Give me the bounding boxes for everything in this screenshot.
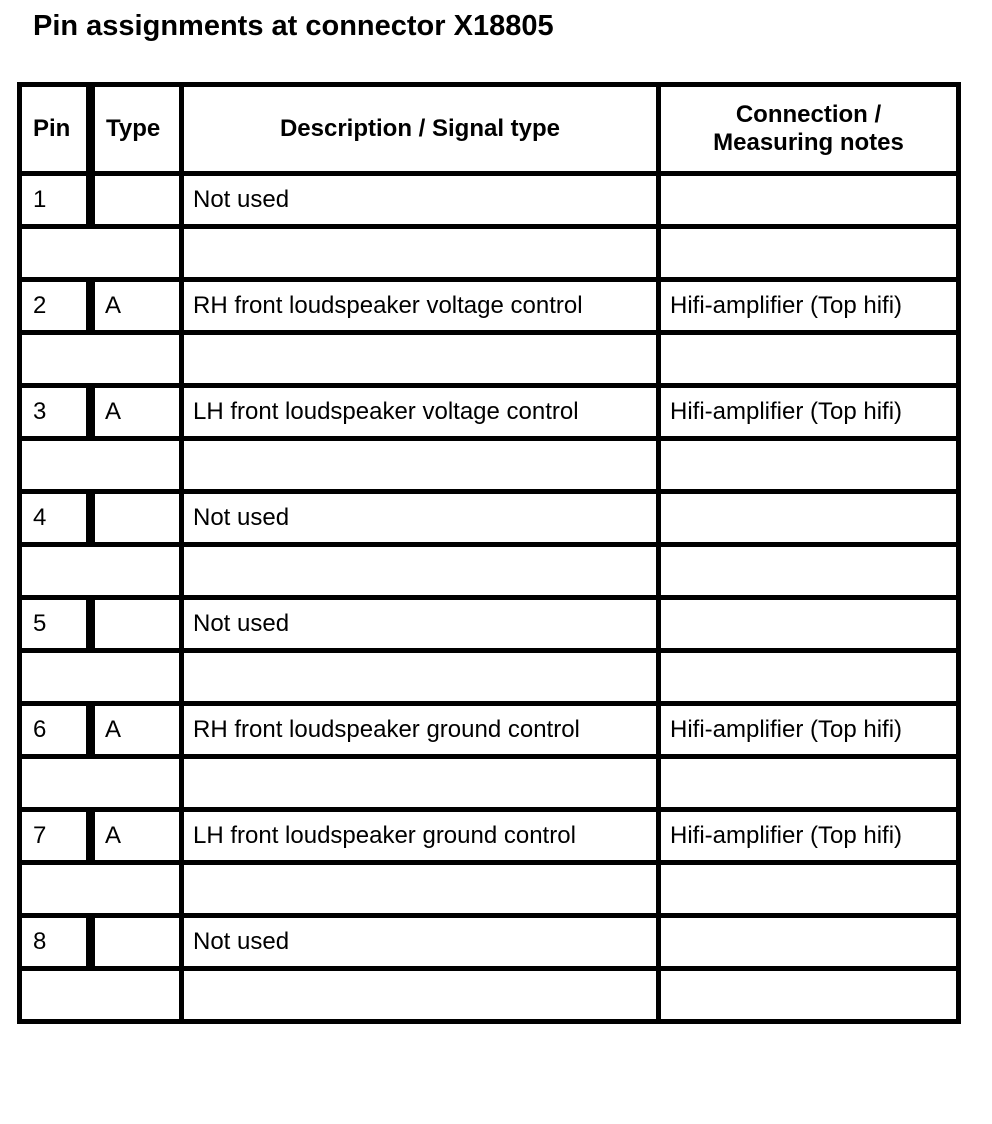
connection-cell xyxy=(659,174,959,227)
header-pin: Pin xyxy=(20,85,91,174)
connection-cell: Hifi-amplifier (Top hifi) xyxy=(659,386,959,439)
spacer-row xyxy=(20,757,959,810)
spacer-cell xyxy=(659,227,959,280)
connection-cell: Hifi-amplifier (Top hifi) xyxy=(659,280,959,333)
description-cell: Not used xyxy=(182,598,659,651)
connection-cell xyxy=(659,598,959,651)
description-cell: RH front loudspeaker voltage control xyxy=(182,280,659,333)
table-row xyxy=(20,916,959,969)
table-row xyxy=(20,598,959,651)
type-cell xyxy=(91,492,182,545)
pin-assignment-table xyxy=(17,82,961,1024)
spacer-row xyxy=(20,439,959,492)
table-row xyxy=(20,704,959,757)
spacer-row xyxy=(20,227,959,280)
header-connection-line2: Measuring notes xyxy=(713,129,904,156)
spacer-cell xyxy=(20,651,182,704)
spacer-cell xyxy=(659,969,959,1022)
description-cell: LH front loudspeaker ground control xyxy=(182,810,659,863)
spacer-row xyxy=(20,545,959,598)
table-header-row xyxy=(20,85,959,174)
pin-cell: 6 xyxy=(20,704,91,757)
page-title: Pin assignments at connector X18805 xyxy=(33,10,554,42)
spacer-cell xyxy=(659,333,959,386)
description-cell: Not used xyxy=(182,174,659,227)
table-row xyxy=(20,174,959,227)
spacer-cell xyxy=(182,863,659,916)
spacer-cell xyxy=(20,545,182,598)
header-type: Type xyxy=(91,85,182,174)
spacer-cell xyxy=(182,651,659,704)
spacer-cell xyxy=(20,227,182,280)
description-cell: RH front loudspeaker ground control xyxy=(182,704,659,757)
spacer-row xyxy=(20,651,959,704)
spacer-cell xyxy=(182,545,659,598)
connection-cell xyxy=(659,492,959,545)
connection-cell: Hifi-amplifier (Top hifi) xyxy=(659,704,959,757)
table-row xyxy=(20,810,959,863)
spacer-cell xyxy=(659,545,959,598)
spacer-row xyxy=(20,969,959,1022)
pin-cell: 7 xyxy=(20,810,91,863)
type-cell xyxy=(91,916,182,969)
description-cell: Not used xyxy=(182,492,659,545)
type-cell: A xyxy=(91,280,182,333)
spacer-cell xyxy=(659,757,959,810)
spacer-cell xyxy=(659,651,959,704)
spacer-cell xyxy=(20,333,182,386)
spacer-cell xyxy=(182,227,659,280)
spacer-cell xyxy=(20,757,182,810)
table-row xyxy=(20,492,959,545)
spacer-cell xyxy=(182,439,659,492)
table-row xyxy=(20,280,959,333)
type-cell xyxy=(91,598,182,651)
spacer-cell xyxy=(659,439,959,492)
pin-cell: 3 xyxy=(20,386,91,439)
type-cell xyxy=(91,174,182,227)
type-cell: A xyxy=(91,810,182,863)
description-cell: Not used xyxy=(182,916,659,969)
pin-cell: 4 xyxy=(20,492,91,545)
pin-cell: 5 xyxy=(20,598,91,651)
pin-cell: 1 xyxy=(20,174,91,227)
spacer-cell xyxy=(20,439,182,492)
type-cell: A xyxy=(91,704,182,757)
spacer-row xyxy=(20,863,959,916)
type-cell: A xyxy=(91,386,182,439)
connection-cell xyxy=(659,916,959,969)
table-row xyxy=(20,386,959,439)
description-cell: LH front loudspeaker voltage control xyxy=(182,386,659,439)
spacer-cell xyxy=(182,969,659,1022)
spacer-cell xyxy=(659,863,959,916)
header-description: Description / Signal type xyxy=(182,85,659,174)
spacer-cell xyxy=(182,333,659,386)
header-connection xyxy=(659,85,959,174)
spacer-cell xyxy=(182,757,659,810)
pin-cell: 8 xyxy=(20,916,91,969)
pin-cell: 2 xyxy=(20,280,91,333)
spacer-cell xyxy=(20,863,182,916)
spacer-cell xyxy=(20,969,182,1022)
spacer-row xyxy=(20,333,959,386)
header-connection-line1: Connection / xyxy=(735,101,882,128)
connection-cell: Hifi-amplifier (Top hifi) xyxy=(659,810,959,863)
